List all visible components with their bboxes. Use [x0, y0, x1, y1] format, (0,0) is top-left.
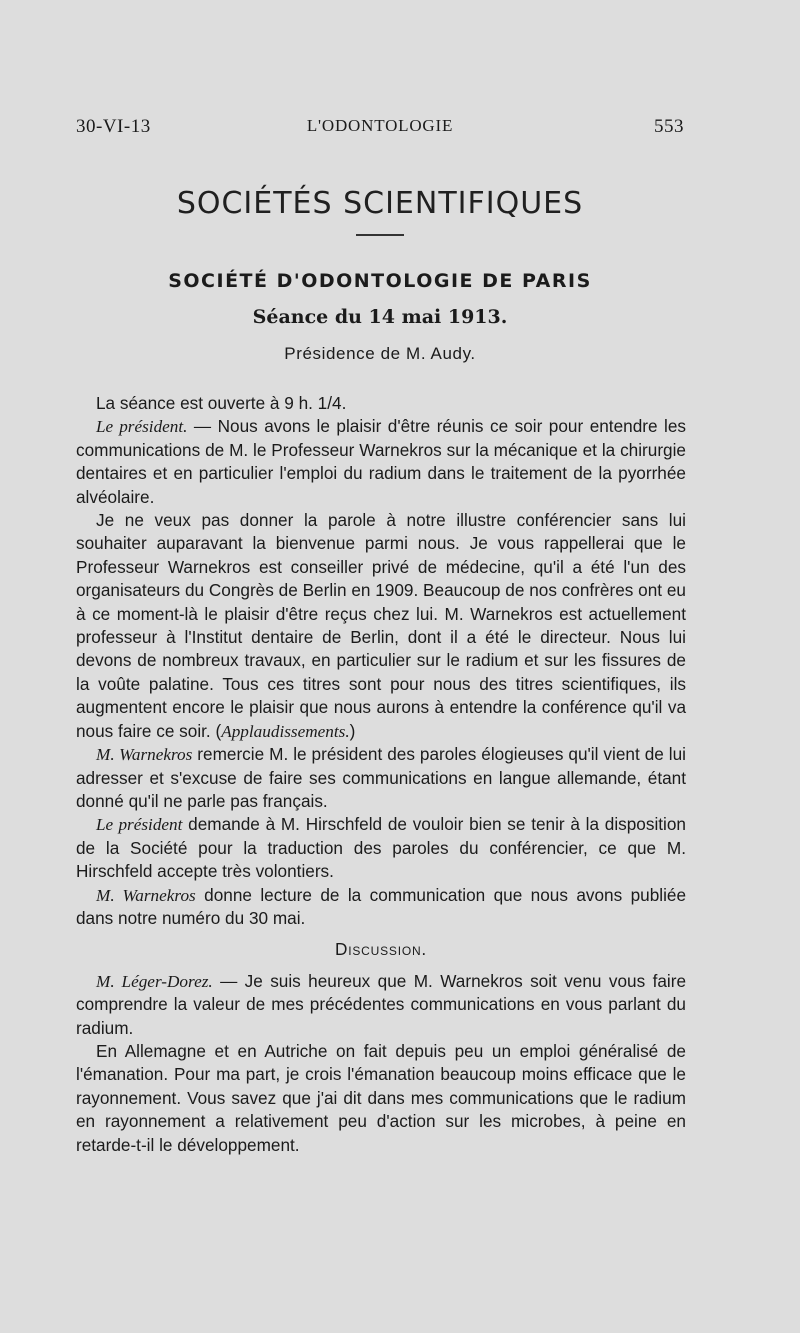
- speaker-name: Le président.: [96, 417, 188, 437]
- article-body: [76, 392, 686, 1157]
- paragraph-president-intro: Le président. — Nous avons le plaisir d'être réunis ce soir pour entendre les communications de M. le Professeur Warnekros sur la mécanique et la chirurgie dentaires et en particulier l'emploi du radium dans le traitement de la pyorrhée alvéolaire.: [76, 416, 686, 507]
- paragraph-reading: M. Warnekros donne lecture de la communication que nous avons publiée dans notre numéro du 30 mai.: [76, 884, 687, 928]
- paragraph-welcome: Je ne veux pas donner la parole à notre illustre conférencier sans lui souhaiter auparavant la bienvenue parmi nous. Je vous rappellerai que le Professeur Warnekros est conseiller privé de médecine, qu'il a été l'un des organisateurs du Congrès de Berlin en 1909. Beaucoup de nos confrères ont eu à ce moment-là le plaisir d'être reçus chez lui. M. Warnekros est actuellement professeur à l'Institut dentaire de Berlin, dont il a été le directeur. Nous lui devons de nombreux travaux, en particulier sur le radium et sur les fissures de la voûte palatine. Tous ces titres sont pour nous des titres scientifiques, ils augmentent encore le plaisir que nous aurons à entendre la conférence qu'il va nous faire ce soir. (Applaudissements.): [76, 510, 686, 741]
- session-date: Séance du 14 mai 1913.: [252, 306, 508, 328]
- speaker-name: Le président: [96, 815, 183, 835]
- running-header: [76, 116, 684, 144]
- speaker-name: M. Warnekros: [96, 745, 193, 765]
- applause-note: Applaudissements.: [221, 721, 350, 741]
- paragraph-warnekros-thanks: M. Warnekros remercie M. le président des paroles élogieuses qu'il vient de lui adresser et s'excuse de faire ses communications en langue allemande, étant donné qu'il ne parle pas français.: [76, 744, 686, 811]
- presidency-line: Présidence de M. Audy.: [284, 344, 476, 363]
- page-title: SOCIÉTÉS SCIENTIFIQUES: [176, 186, 584, 221]
- section-title: SOCIÉTÉ D'ODONTOLOGIE DE PARIS: [168, 270, 592, 292]
- discussion-heading: Discussion.: [335, 939, 427, 960]
- paragraph-leger-dorez: M. Léger-Dorez. — Je suis heureux que M. Warnekros soit venu vous faire comprendre la valeur de mes précédentes communications en vous parlant du radium.: [76, 970, 687, 1038]
- speaker-name: M. Warnekros: [96, 885, 196, 905]
- title-divider: [356, 234, 404, 236]
- paragraph-translation: Le président demande à M. Hirschfeld de vouloir bien se tenir à la disposition de la Société pour la traduction des paroles du conférencier, ce que M. Hirschfeld accepte très volontiers.: [76, 814, 686, 882]
- speaker-name: M. Léger-Dorez.: [96, 971, 213, 991]
- page-number: 553: [654, 116, 684, 137]
- paragraph-emanation: En Allemagne et en Autriche on fait depuis peu un emploi généralisé de l'émanation. Pour ma part, je crois l'émanation beaucoup moins efficace que le rayonnement. Vous savez que j'ai dit dans mes communications que le radium en rayonnement a relativement peu d'action sur les microbes, à peine en retarde-t-il le développement.: [76, 1040, 686, 1155]
- header-journal-title: L'ODONTOLOGIE: [306, 116, 454, 135]
- paragraph-opening: La séance est ouverte à 9 h. 1/4.: [96, 393, 347, 413]
- header-date: 30-VI-13: [76, 116, 151, 137]
